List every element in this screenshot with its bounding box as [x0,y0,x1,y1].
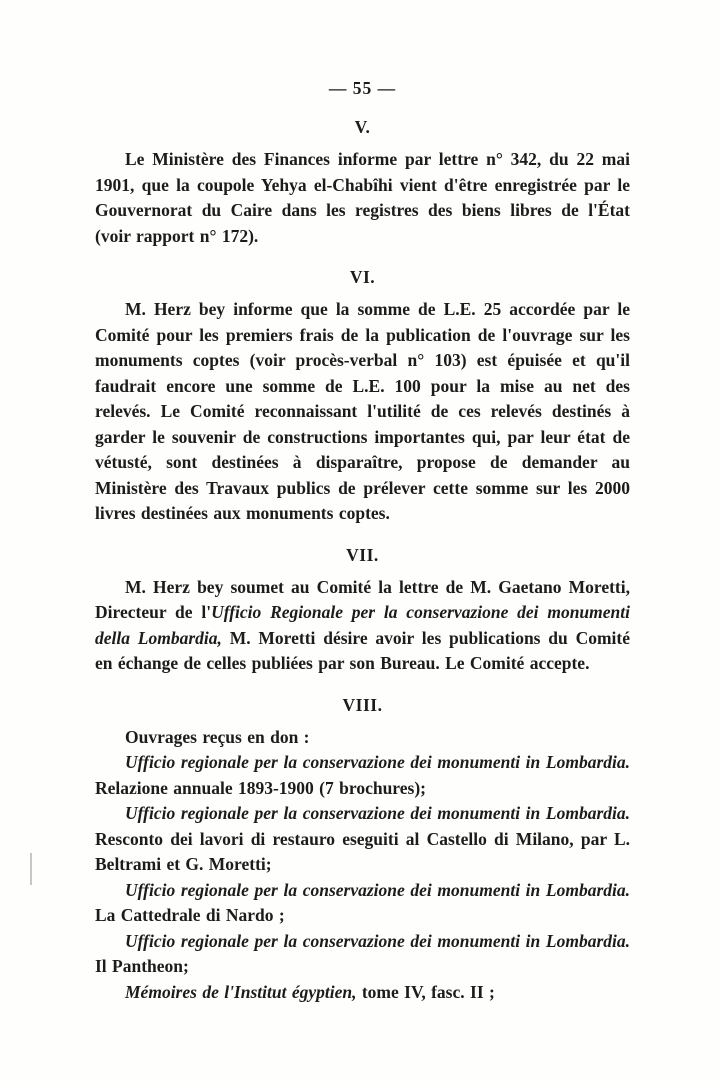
section-vi-paragraph: M. Herz bey informe que la somme de L.E. 25 accordée par le Comité pour les premiers frais de la publication de l'ouvrage sur les monuments coptes (voir procès-verbal n° 103) est épuisée et qu'il faudrait encore une somme de L.E. 100 pour la mise au net des relevés. Le Comité reconnaissant l'utilité de ces relevés destinés à garder le souvenir de constructions importantes qui, par leur état de vétusté, sont destinées à disparaître, propose de demander au Ministère des Travaux publics de prélever cette somme sur les 2000 livres destinées aux monuments coptes. [95,299,630,523]
section-viii-heading: VIII. [342,694,383,715]
section-vii [95,545,630,677]
italic-title: Ufficio Regionale per la conservazione dei monumenti della Lombardia, [95,602,630,648]
section-vi-heading: VI. [349,267,376,287]
section-v [95,117,630,249]
scan-artifact-line [30,853,32,885]
text-run: M. Moretti désire avoir les publications du Comité en échange de celles publiées par son Bureau. Le Comité accepte. [95,627,630,673]
section-viii [95,695,630,1006]
text-run: tome IV, fasc. II ; [356,981,495,1002]
section-vi [95,267,630,527]
text-run: M. Herz bey soumet au Comité la lettre de M. Gaetano Moretti, Directeur de l' [95,576,630,622]
bibliography-entry [95,929,630,980]
page-number: — 55 — [328,78,397,98]
text-run: Resconto dei lavori di restauro eseguiti al Castello di Milano, par L. Beltrami et G. Moretti; [95,828,630,874]
italic-title: Mémoires de l'Institut égyptien, [125,981,357,1002]
bibliography-entry [95,750,630,801]
italic-title: Ufficio regionale per la conservazione dei monumenti in Lombardia. [125,803,630,823]
text-run: Relazione annuale 1893-1900 (7 brochures); [95,777,426,798]
italic-title: Ufficio regionale per la conservazione dei monumenti in Lombardia. [125,752,630,772]
section-v-paragraph: Le Ministère des Finances informe par lettre n° 342, du 22 mai 1901, que la coupole Yehya el-Chabîhi vient d'être enregistrée par le Gouvernorat du Caire dans les registres des biens libres de l'État (voir rapport n° 172). [95,149,630,246]
section-v-heading: V. [354,117,371,137]
donations-intro: Ouvrages reçus en don : [125,726,310,747]
italic-title: Ufficio regionale per la conservazione dei monumenti in Lombardia. [125,930,630,951]
italic-title: Ufficio regionale per la conservazione dei monumenti in Lombardia. [125,879,630,900]
section-vii-heading: VII. [346,544,379,565]
bibliography-entry [95,980,630,1006]
section-vii-paragraph [95,575,630,677]
text-run: Il Pantheon; [95,956,189,976]
bibliography-entry [95,878,630,929]
text-run: La Cattedrale di Nardo ; [95,905,285,925]
bibliography-entry [95,801,630,878]
